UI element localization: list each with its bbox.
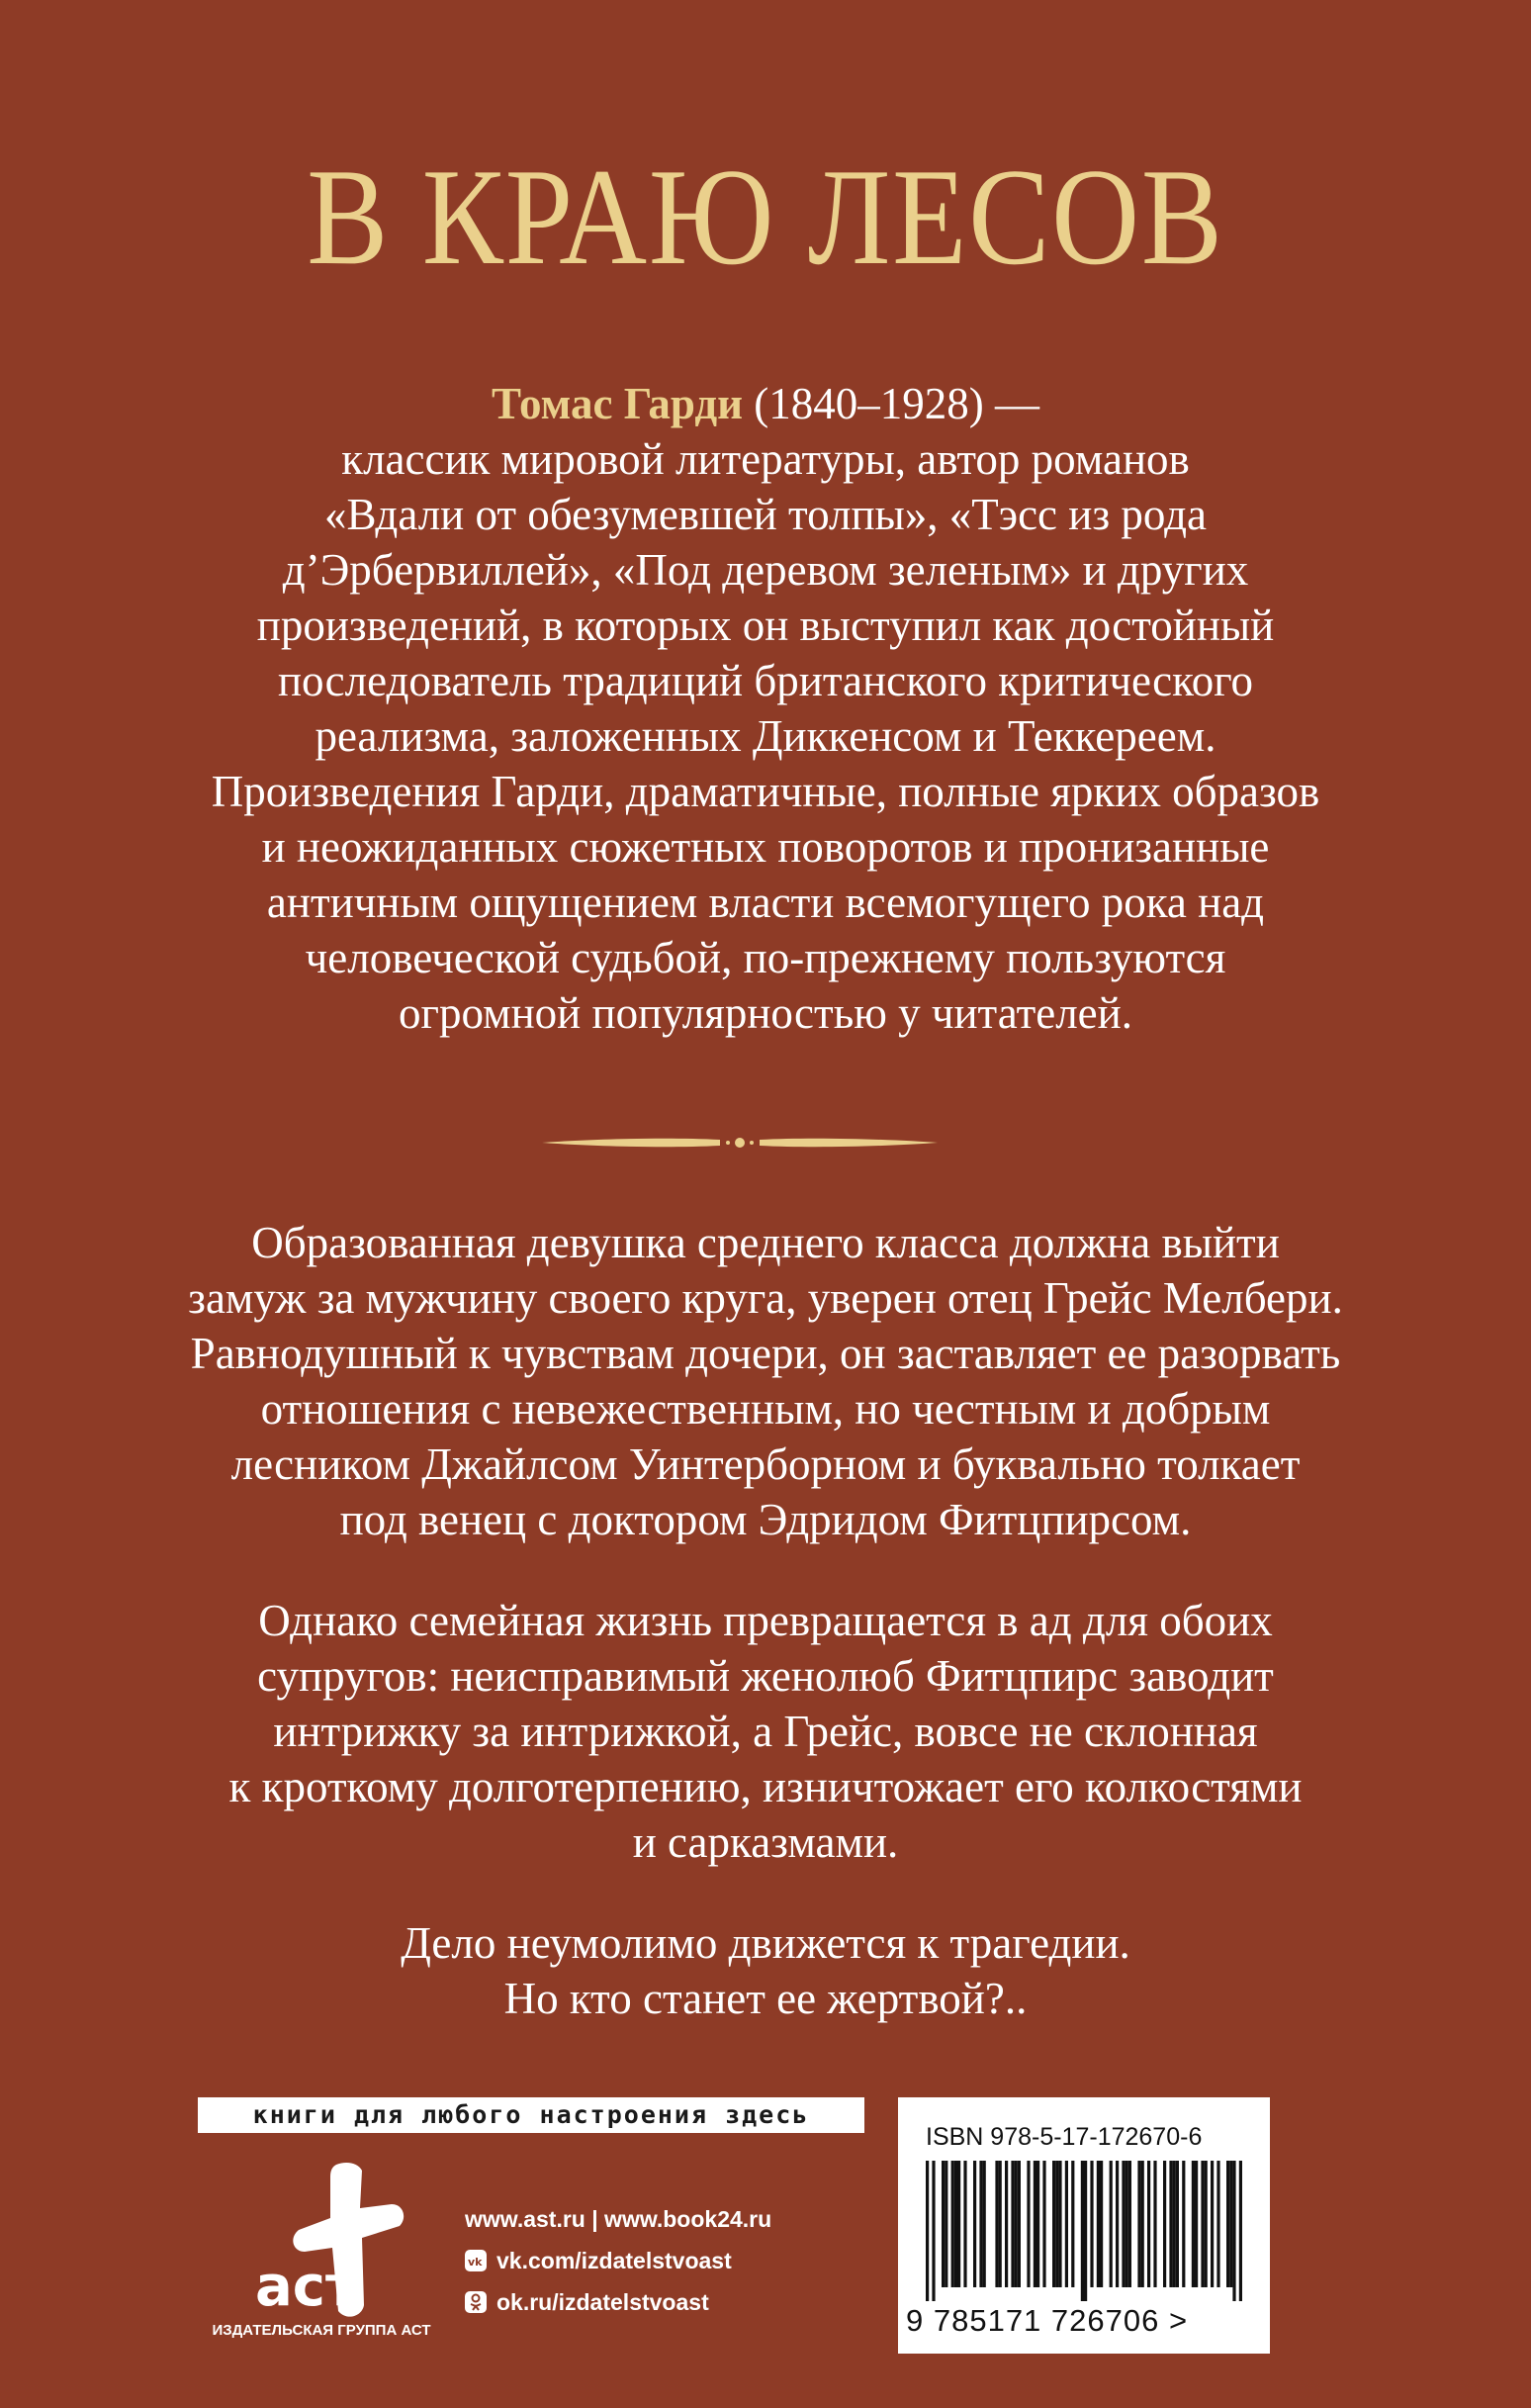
barcode xyxy=(926,2161,1242,2301)
bio-line: д’Эрбервиллей», «Под деревом зеленым» и других xyxy=(282,545,1249,595)
barcode-bar xyxy=(1042,2161,1045,2287)
barcode-bar xyxy=(1005,2161,1008,2287)
barcode-bar xyxy=(1239,2161,1242,2301)
author-years: (1840–1928) — xyxy=(743,379,1039,428)
barcode-bar xyxy=(1169,2161,1172,2287)
bio-line xyxy=(99,376,1432,431)
author-bio xyxy=(99,376,1432,1041)
barcode-bar xyxy=(1211,2161,1214,2287)
synopsis-paragraph-3 xyxy=(99,1915,1432,2026)
synopsis-paragraph-1 xyxy=(99,1215,1432,1547)
publisher-name: ИЗДАТЕЛЬСКАЯ ГРУППА АСТ xyxy=(212,2322,431,2339)
barcode-bar xyxy=(1163,2161,1166,2287)
bio-line: Произведения Гарди, драматичные, полные ярких образов xyxy=(211,767,1320,816)
websites-text: www.ast.ru | www.book24.ru xyxy=(465,2206,772,2232)
logo-text: аст xyxy=(255,2255,358,2319)
bio-line: «Вдали от обезумевшей толпы», «Тэсс из рода xyxy=(324,490,1207,539)
barcode-bar xyxy=(1153,2161,1156,2287)
barcode-bar xyxy=(963,2161,966,2287)
barcode-bar xyxy=(945,2161,947,2287)
synopsis-paragraph-2 xyxy=(99,1593,1432,1870)
bio-line: произведений, в которых он выступил как достойный xyxy=(256,601,1275,650)
barcode-bar xyxy=(1071,2161,1074,2287)
ok-link[interactable] xyxy=(465,2281,771,2323)
author-name: Томас Гарди xyxy=(492,379,744,428)
barcode-bar xyxy=(1205,2161,1208,2287)
barcode-bar xyxy=(926,2161,929,2301)
barcode-digits: 9 785171 726706 > xyxy=(906,2303,1189,2338)
bio-line: классик мировой литературы, автор романов xyxy=(341,434,1190,484)
barcode-bar xyxy=(1058,2161,1061,2287)
isbn-barcode-box xyxy=(898,2097,1270,2354)
barcode-bar xyxy=(1147,2161,1150,2287)
text-line: лесником Джайлсом Уинтерборном и буквально толкает xyxy=(230,1439,1301,1489)
text-line: Но кто станет ее жертвой?.. xyxy=(503,1974,1028,2023)
barcode-bar xyxy=(1052,2161,1055,2287)
text-line: Дело неумолимо движется к трагедии. xyxy=(401,1918,1130,1968)
barcode-bar xyxy=(1100,2161,1103,2287)
barcode-bar xyxy=(1229,2161,1232,2287)
barcode-bar xyxy=(999,2161,1002,2287)
vk-icon xyxy=(465,2250,487,2271)
bio-line: последователь традиций британского критического xyxy=(277,656,1254,705)
vk-link[interactable] xyxy=(465,2240,771,2281)
barcode-bar xyxy=(983,2161,986,2287)
text-line: Однако семейная жизнь превращается в ад для обоих xyxy=(258,1596,1273,1645)
barcode-bar xyxy=(1173,2161,1176,2287)
barcode-bar xyxy=(995,2161,998,2287)
text-line: Образованная девушка среднего класса должна выйти xyxy=(251,1218,1280,1267)
bio-line: человеческой судьбой, по-прежнему пользуются xyxy=(305,933,1226,982)
barcode-bar xyxy=(1081,2161,1084,2301)
publisher-links xyxy=(465,2198,771,2323)
barcode-bar xyxy=(1116,2161,1119,2287)
ok-icon xyxy=(465,2291,487,2313)
bio-line: и неожиданных сюжетных поворотов и пронизанные xyxy=(261,822,1270,872)
svg-text:vk: vk xyxy=(468,2256,483,2269)
barcode-bar xyxy=(1036,2161,1039,2287)
barcode-bar xyxy=(1226,2161,1229,2287)
book-title: В КРАЮ ЛЕСОВ xyxy=(307,140,1224,294)
text-line: к кроткому долготерпению, изничтожает его колкостями xyxy=(228,1762,1303,1811)
isbn-label: ISBN 978-5-17-172670-6 xyxy=(926,2123,1203,2151)
barcode-bar xyxy=(973,2161,976,2287)
tagline-banner: книги для любого настроения здесь xyxy=(198,2097,864,2133)
websites-link[interactable] xyxy=(465,2198,771,2240)
barcode-bar xyxy=(1110,2161,1113,2287)
barcode-bar xyxy=(1195,2161,1198,2287)
barcode-bar xyxy=(1065,2161,1068,2287)
barcode-bar xyxy=(1128,2161,1131,2287)
barcode-bar xyxy=(954,2161,957,2287)
barcode-bar xyxy=(957,2161,960,2287)
barcode-bar xyxy=(979,2161,982,2287)
barcode-bar xyxy=(1216,2161,1219,2287)
bio-line: античным ощущением власти всемогущего рока над xyxy=(266,878,1265,927)
text-line: под венец с доктором Эдридом Фитцпирсом. xyxy=(339,1495,1192,1544)
barcode-bar xyxy=(951,2161,954,2287)
barcode-bar xyxy=(1192,2161,1195,2287)
ornament-divider xyxy=(542,1128,938,1158)
barcode-bar xyxy=(1090,2161,1093,2287)
barcode-bar xyxy=(932,2161,935,2301)
barcode-bar xyxy=(1122,2161,1125,2287)
text-line: Равнодушный к чувствам дочери, он заставляет ее разорвать xyxy=(190,1329,1341,1378)
bio-line: огромной популярностью у читателей. xyxy=(399,988,1132,1038)
barcode-bar xyxy=(1201,2161,1204,2287)
text-line: интрижку за интрижкой, а Грейс, вовсе не склонная xyxy=(273,1707,1258,1756)
barcode-bar xyxy=(1182,2161,1185,2287)
barcode-bar xyxy=(1137,2161,1140,2287)
barcode-bar xyxy=(942,2161,945,2287)
barcode-bar xyxy=(1015,2161,1018,2287)
bio-line: реализма, заложенных Диккенсом и Теккереем. xyxy=(315,711,1216,761)
barcode-bar xyxy=(1232,2161,1235,2301)
barcode-bar xyxy=(1027,2161,1030,2287)
text-line: отношения с невежественным, но честным и добрым xyxy=(260,1384,1271,1434)
barcode-bar xyxy=(1141,2161,1144,2287)
barcode-bar xyxy=(1126,2161,1128,2287)
barcode-bar xyxy=(1084,2161,1087,2301)
barcode-bar xyxy=(1018,2161,1021,2287)
vk-text: vk.com/izdatelstvoast xyxy=(496,2248,732,2273)
text-line: и сарказмами. xyxy=(632,1817,899,1867)
barcode-bar xyxy=(1055,2161,1058,2287)
text-line: супругов: неисправимый женолюб Фитцпирс заводит xyxy=(257,1651,1274,1701)
text-line: замуж за мужчину своего круга, уверен отец Грейс Мелбери. xyxy=(188,1273,1343,1323)
barcode-bar xyxy=(1034,2161,1036,2287)
barcode-bar xyxy=(1176,2161,1179,2287)
barcode-bar xyxy=(1011,2161,1014,2287)
ok-text: ok.ru/izdatelstvoast xyxy=(496,2289,709,2315)
barcode-bar xyxy=(1097,2161,1100,2287)
